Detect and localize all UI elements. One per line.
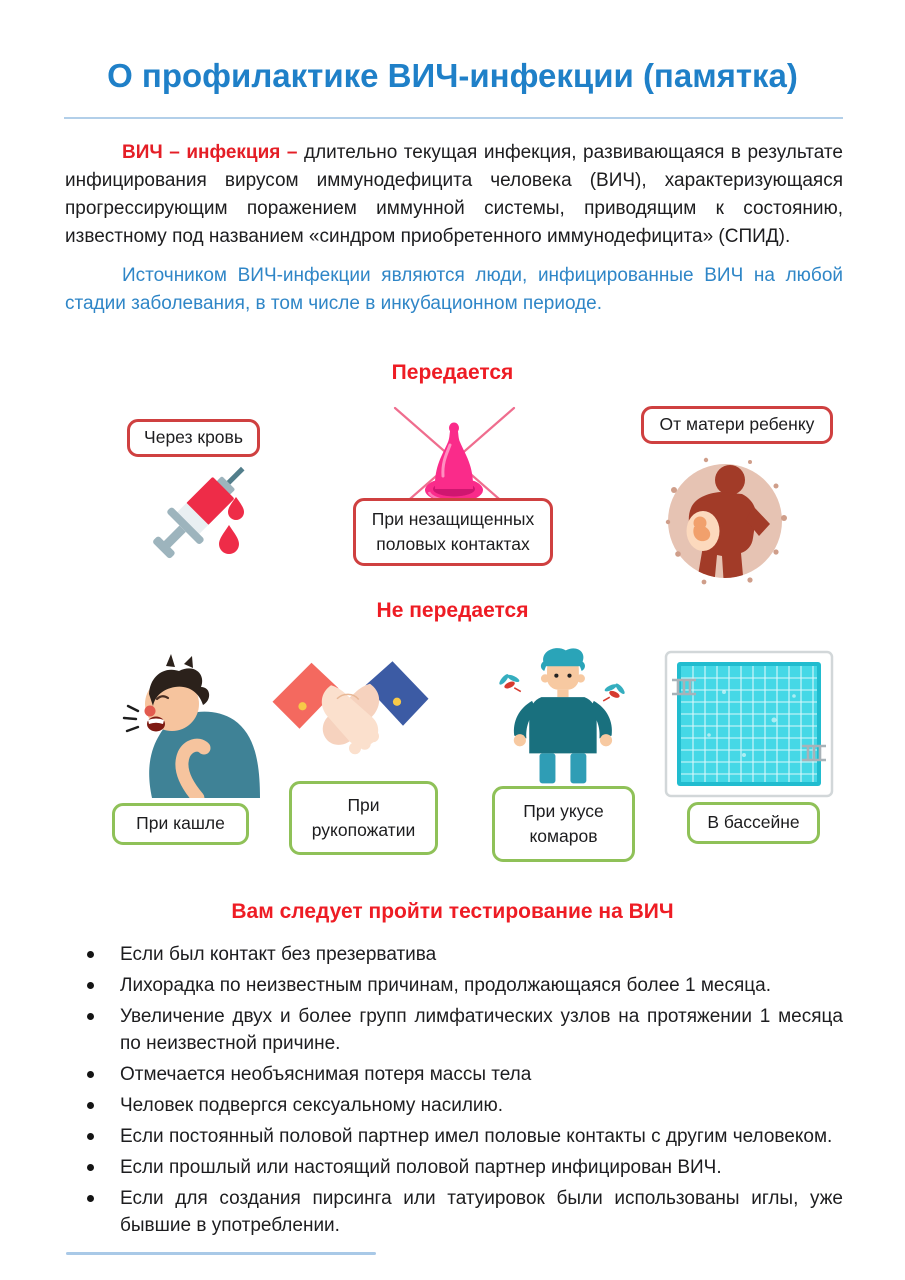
testing-bullet-list	[65, 941, 843, 1243]
label-mother-to-child: От матери ребенку	[641, 406, 833, 444]
label-swimming-pool: В бассейне	[687, 802, 820, 844]
swimming-pool-icon	[664, 650, 834, 798]
bullet-text: Если постоянный половой партнер имел половые контакты с другим человеком.	[120, 1126, 833, 1147]
footer-divider	[66, 1252, 376, 1255]
bullet-marker	[87, 1195, 94, 1202]
bullet-item	[65, 1092, 843, 1119]
not-transmitted-heading: Не передается	[376, 599, 529, 622]
label-coughing: При кашле	[112, 803, 249, 845]
bullet-text: Отмечается необъяснимая потеря массы тела	[120, 1064, 532, 1085]
label-mosquito-bite: При укусе комаров	[492, 786, 635, 862]
pregnant-woman-icon	[658, 452, 793, 587]
syringe-icon	[133, 455, 268, 590]
bullet-item	[65, 1185, 843, 1239]
bullet-marker	[87, 1164, 94, 1171]
bullet-item	[65, 972, 843, 999]
bullet-marker	[87, 1013, 94, 1020]
label-handshake: При рукопожатии	[289, 781, 438, 855]
bullet-marker	[87, 1071, 94, 1078]
intro-paragraph	[65, 139, 843, 251]
bullet-text: Увеличение двух и более групп лимфатических узлов на протяжении 1 месяца по неизвестной причине.	[120, 1006, 843, 1054]
bullet-marker	[87, 1133, 94, 1140]
bullet-text: Если был контакт без презерватива	[120, 944, 437, 965]
bullet-marker	[87, 1102, 94, 1109]
bullet-item	[65, 1154, 843, 1181]
bullet-item	[65, 1123, 843, 1150]
page-title: О профилактике ВИЧ-инфекции (памятка)	[107, 57, 798, 94]
bullet-marker	[87, 951, 94, 958]
bullet-item	[65, 1003, 843, 1057]
mosquito-man-icon	[487, 641, 637, 788]
bullet-item	[65, 941, 843, 968]
handshake-icon	[268, 655, 433, 768]
testing-heading: Вам следует пройти тестирование на ВИЧ	[231, 900, 674, 923]
intro-lead: ВИЧ – инфекция –	[122, 142, 298, 163]
label-unprotected-sex: При незащищенных половых контактах	[353, 498, 553, 566]
bullet-item	[65, 1061, 843, 1088]
bullet-marker	[87, 982, 94, 989]
intro-body: длительно текущая инфекция, развивающаяся в результате инфицирования вирусом иммунодефицита человека (ВИЧ), характеризующаяся прогрессирующим поражением иммунной системы, приводящим к состоянию, известному под названием «синдром приобретенного иммунодефицита» (СПИД).	[65, 142, 843, 247]
coughing-man-icon	[100, 648, 280, 798]
bullet-text: Если прошлый или настоящий половой партнер инфицирован ВИЧ.	[120, 1157, 722, 1178]
title-divider	[64, 117, 843, 119]
transmitted-heading: Передается	[391, 361, 514, 384]
bullet-text: Лихорадка по неизвестным причинам, продолжающаяся более 1 месяца.	[120, 975, 771, 996]
bullet-text: Человек подвергся сексуальному насилию.	[120, 1095, 504, 1116]
label-through-blood: Через кровь	[127, 419, 260, 457]
bullet-text: Если для создания пирсинга или татуировок были использованы иглы, уже бывшие в употреблении.	[120, 1188, 843, 1236]
source-paragraph: Источником ВИЧ-инфекции являются люди, инфицированные ВИЧ на любой стадии заболевания, в том числе в инкубационном периоде.	[65, 265, 843, 314]
